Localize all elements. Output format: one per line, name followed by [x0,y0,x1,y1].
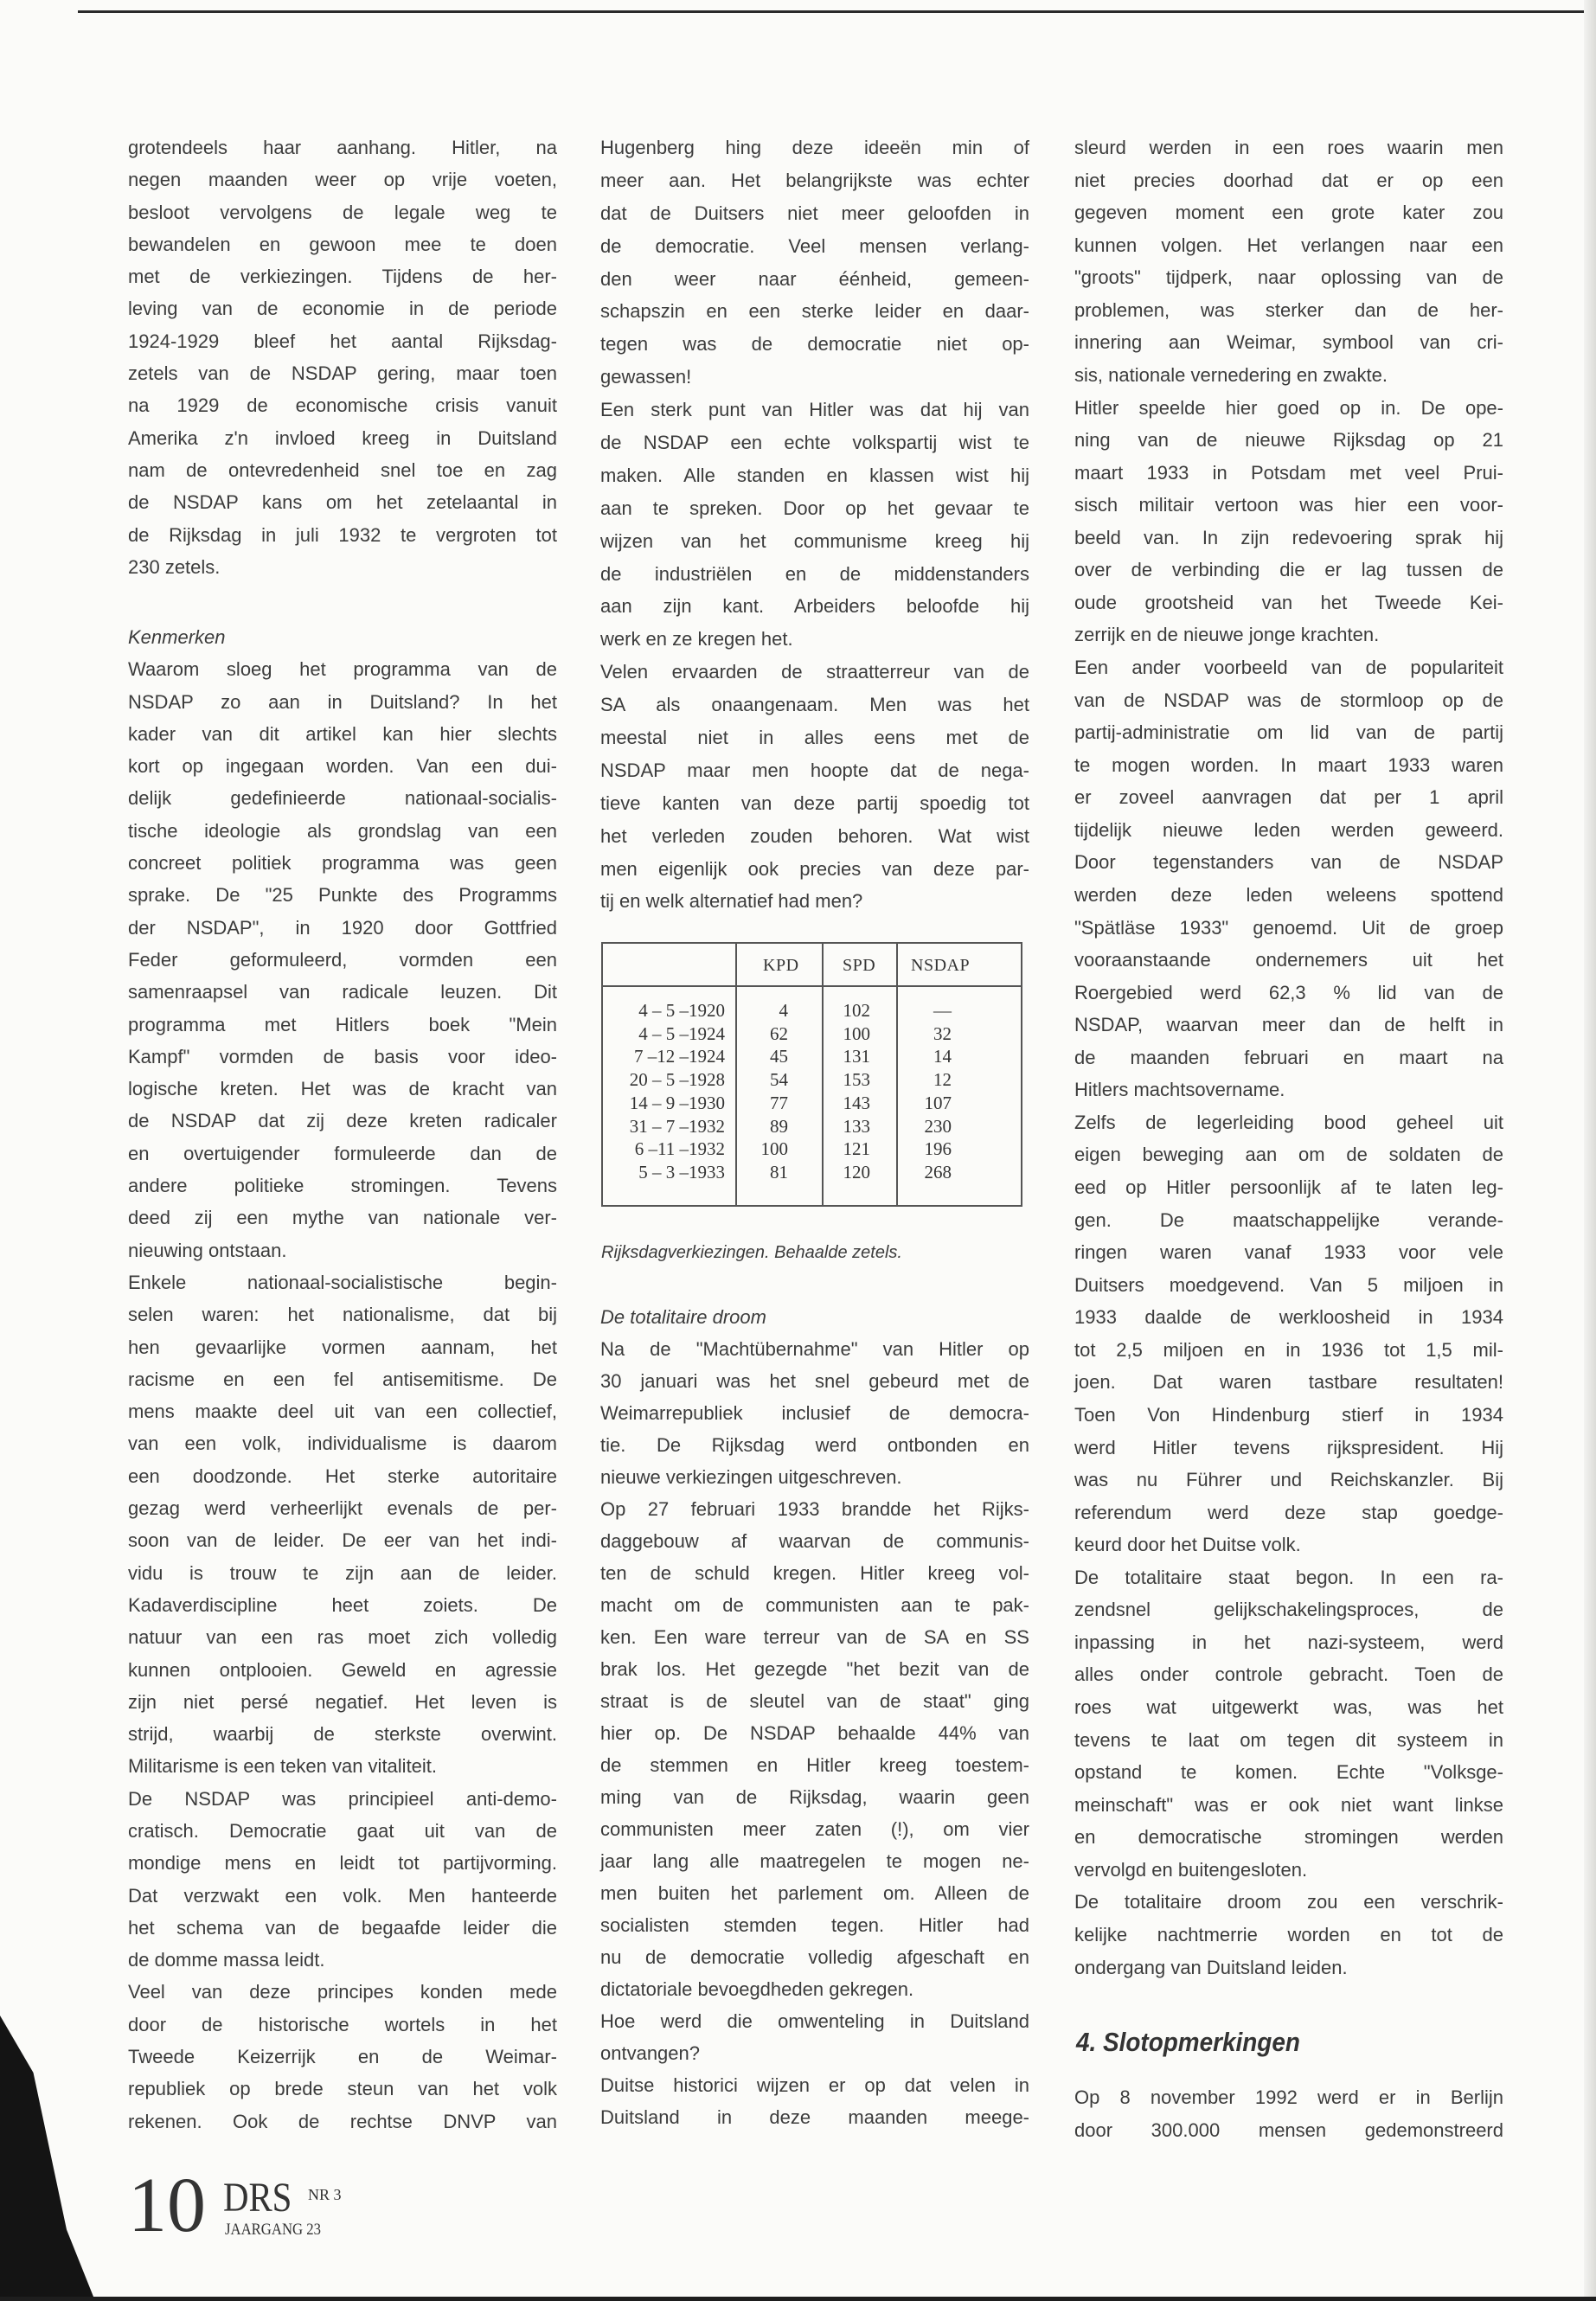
text-line: meer aan. Het belangrijkste was echter [600,169,1029,191]
election-date: 6 –11 –1932 [634,1138,725,1160]
text-line: den weer naar éénheid, gemeen- [600,267,1029,290]
paragraph [128,1266,557,1783]
text-line: wijzen van het communisme kreeg hij [600,529,1029,552]
paragraph [600,1333,1029,1493]
election-results-table [601,942,1022,1207]
text-line: negen maanden weer op vrije voeten, [128,169,557,191]
text-line: men eigenlijk ook precies van deze par- [600,857,1029,880]
text-line: tie. De Rijksdag werd ontbonden en [600,1434,1029,1456]
table-row [603,1138,1021,1161]
text-line: Hoe werd die omwenteling in Duitsland [600,2010,1029,2032]
text-line: een doodzonde. Het sterke autoritaire [128,1465,557,1487]
text-line: werk en ze kregen het. [600,628,793,651]
text-line: deed zij een mythe van nationale ver- [128,1207,557,1229]
text-line: problemen, was sterker dan de her- [1074,298,1503,321]
text-line: dictatoriale bevoegdheden gekregen. [600,1978,914,2000]
paragraph [128,131,557,583]
text-line: nieuwing ontstaan. [128,1239,287,1261]
text-line: Duitsers moedgevend. Van 5 miljoen in [1074,1273,1503,1296]
text-line: Tweede Keizerrijk en de Weimar- [128,2046,557,2068]
text-line: tij en welk alternatief had men? [600,890,863,913]
text-line: de democratie. Veel mensen verlang- [600,234,1029,257]
text-line: de stemmen en Hitler kreeg toestem- [600,1754,1029,1776]
election-date: 20 – 5 –1928 [629,1069,725,1091]
section-subheading: Kenmerken [128,626,226,648]
text-line: strijd, waarbij de sterkste overwint. [128,1723,557,1746]
section-subheading: De totalitaire droom [600,1306,766,1328]
text-line: kader van dit artikel kan hier slechts [128,722,557,745]
text-line: socialisten stemden tegen. Hitler had [600,1914,1029,1936]
text-line: het verleden zouden behoren. Wat wist [600,824,1029,847]
text-line: NSDAP, waarvan meer dan de helft in [1074,1014,1503,1036]
text-line: de maanden februari en maart na [1074,1046,1503,1068]
seat-count: 77 [770,1092,788,1113]
text-line: grotendeels haar aanhang. Hitler, na [128,137,557,158]
text-line: sprake. De "25 Punkte des Programms [128,884,557,907]
seat-count: 14 [933,1046,952,1067]
section-heading-slotopmerkingen: 4. Slotopmerkingen [1076,2027,1300,2057]
text-line: hier op. De NSDAP behaalde 44% van [600,1722,1029,1744]
text-line: keurd door het Duitse volk. [1074,1534,1301,1556]
text-line: 30 januari was het snel gebeurd met de [600,1370,1029,1392]
text-line: macht om de communisten aan te pak- [600,1594,1029,1616]
text-line: 230 zetels. [128,555,221,578]
table-row [603,1045,1021,1068]
text-line: Een ander voorbeeld van de populariteit [1074,657,1503,678]
seat-count: 32 [933,1022,952,1044]
text-line: Kadaverdiscipline heet zoiets. De [128,1593,557,1616]
seat-count: 62 [770,1022,788,1044]
text-line: Amerika z'n invloed kreeg in Duitsland [128,426,557,449]
text-line: schapszin en een sterke leider en daar- [600,300,1029,323]
text-line: programma met Hitlers boek "Mein [128,1013,557,1035]
seat-count: 12 [933,1069,952,1091]
table-row [603,1022,1021,1046]
election-date: 5 – 3 –1933 [638,1161,725,1183]
text-line: innering aan Weimar, symbool van cri- [1074,331,1503,354]
paragraph [1074,651,1503,1106]
text-line: nam de ontevredenheid snel toe en zag [128,458,557,481]
text-line: werden deze leden weleens spottend [1074,883,1503,906]
text-line: Na de "Machtübernahme" van Hitler op [600,1338,1029,1360]
text-line: over de verbinding die er lag tussen de [1074,559,1503,581]
paragraph [1074,1561,1503,1887]
text-line: maken. Alle standen en klassen wist hij [600,464,1029,486]
text-line: racisme en een fel antisemitisme. De [128,1368,557,1390]
seat-count: 268 [924,1161,952,1183]
text-line: Feder geformuleerd, vormden een [128,948,557,971]
text-line: selen waren: het nationalisme, dat bij [128,1304,557,1326]
text-line: de NSDAP kans om het zetelaantal in [128,491,557,514]
text-line: was nu Führer und Reichskanzler. Bij [1074,1469,1503,1491]
text-line: tijdelijk nieuwe leden werden geweerd. [1074,818,1503,841]
text-line: De NSDAP was principieel anti-demo- [128,1787,557,1810]
text-line: delijk gedefinieerde nationaal-socialis- [128,787,557,810]
seat-count: 121 [843,1138,870,1160]
paragraph [1074,2081,1503,2147]
text-line: zerrijk en de nieuwe jonge krachten. [1074,624,1380,646]
issue-number: NR 3 [308,2186,342,2203]
table-header-nsdap: NSDAP [911,956,971,975]
text-line: alles onder controle gebracht. Toen de [1074,1663,1503,1686]
text-line: Op 8 november 1992 werd er in Berlijn [1074,2086,1503,2108]
text-line: inpassing in het nazi-systeem, werd [1074,1631,1503,1653]
text-line: roes wat uitgewerkt was, was het [1074,1696,1503,1718]
text-line: soon van de leider. De eer van het indi- [128,1529,557,1552]
text-line: werd Hitler tevens rijkspresident. Hij [1074,1436,1503,1458]
text-line: straat is de sleutel van de staat" ging [600,1690,1029,1712]
text-line: beeld van. In zijn redevoering sprak hij [1074,526,1503,548]
paragraph [600,1493,1029,2005]
text-line: de NSDAP dat zij deze kreten radicaler [128,1110,557,1132]
scan-corner-shadow [0,2016,95,2301]
text-line: dat de Duitsers niet meer geloofden in [600,202,1029,224]
seat-count: 133 [843,1115,870,1137]
text-line: ken. Een ware terreur van de SA en SS [600,1626,1029,1648]
paragraph [1074,392,1503,652]
text-line: maart 1933 in Potsdam met veel Prui- [1074,461,1503,484]
paragraph [128,653,557,1266]
text-line: kort op ingegaan worden. Van een dui- [128,755,557,778]
seat-count: 54 [770,1069,788,1091]
column-2-section-totalitaire-droom [600,1301,1029,2133]
text-line: vooraanstaande ondernemers uit het [1074,949,1503,971]
seat-count: 102 [843,1000,870,1021]
text-line: De totalitaire staat begon. In een ra- [1074,1566,1503,1588]
seat-count: 153 [843,1069,870,1091]
text-line: meinschaft" was er ook niet want linkse [1074,1793,1503,1816]
text-line: Duitse historici wijzen er op dat velen in [600,2074,1029,2096]
table-header-kpd: KPD [763,956,799,975]
column-3-slotopmerkingen-text [1074,2081,1503,2147]
text-line: Hitlers machtsovername. [1074,1079,1285,1101]
paragraph [600,131,1029,394]
election-date: 7 –12 –1924 [634,1046,725,1067]
text-line: Toen Von Hindenburg stierf in 1934 [1074,1403,1503,1426]
seat-count: 45 [770,1046,788,1067]
table-header-spd: SPD [843,956,876,975]
text-line: nieuwe verkiezingen uitgeschreven. [600,1466,902,1488]
text-line: logische kreten. Het was de kracht van [128,1078,557,1100]
text-line: zijn niet persé negatief. Het leven is [128,1690,557,1713]
text-line: andere politieke stromingen. Tevens [128,1175,557,1197]
column-2-text [600,131,1029,918]
text-line: van een volk, individualisme is daarom [128,1433,557,1455]
scan-edge-bottom [0,2297,1596,2301]
text-line: gezag werd verheerlijkt evenals de per- [128,1497,557,1520]
table-row [603,1161,1021,1184]
table-row [603,1115,1021,1138]
text-line: Kampf" vormden de basis voor ideo- [128,1045,557,1067]
text-line: mens maakte deel uit van een collectief, [128,1400,557,1423]
text-line: zetels van de NSDAP gering, maar toen [128,362,557,385]
text-line: bewandelen en gewoon mee te doen [128,233,557,255]
paragraph [1074,1106,1503,1561]
text-line: ondergang van Duitsland leiden. [1074,1956,1348,1978]
table-caption: Rijksdagverkiezingen. Behaalde zetels. [601,1243,902,1262]
text-line: SA als onaangenaam. Men was het [600,694,1029,716]
text-line: rekenen. Ook de rechtse DNVP van [128,2110,557,2132]
text-line: natuur van een ras moet zich volledig [128,1626,557,1649]
text-line: joen. Dat waren tastbare resultaten! [1074,1371,1503,1394]
seat-count: 89 [770,1115,788,1137]
page-number: 10 [128,2163,206,2248]
seat-count: 143 [843,1092,870,1113]
text-line: gegeven moment een grote kater zou [1074,202,1503,224]
text-line: Veel van deze principes konden mede [128,1981,557,2003]
magazine-name: DRS [223,2175,292,2221]
text-line: Roergebied werd 62,3 % lid van de [1074,981,1503,1003]
text-line: zendsnel gelijkschakelingsproces, de [1074,1599,1503,1621]
text-line: sis, nationale vernedering en zwakte. [1074,363,1388,386]
text-line: Een sterk punt van Hitler was dat hij van [600,399,1029,421]
column-1-section-kenmerken [128,621,557,2138]
text-line: concreet politiek programma was geen [128,852,557,875]
election-date: 4 – 5 –1924 [638,1022,725,1044]
seat-count: 230 [924,1115,952,1137]
text-line: der NSDAP", in 1920 door Gottfried [128,916,557,939]
text-line: en overtuigender formuleerde dan de [128,1142,557,1164]
scan-edge-top [78,10,1596,13]
paragraph [128,1976,557,2137]
text-line: Dat verzwakt een volk. Men hanteerde [128,1884,557,1907]
text-line: ning van de nieuwe Rijksdag op 21 [1074,429,1503,452]
text-line: met de verkiezingen. Tijdens de her- [128,266,557,288]
text-line: Waarom sloeg het programma van de [128,658,557,681]
text-line: Hugenberg hing deze ideeën min of [600,137,1029,158]
table-header-rule [603,985,1021,987]
text-line: aan te spreken. Door op het gevaar te [600,497,1029,519]
text-line: opstand te komen. Echte "Volksge- [1074,1761,1503,1784]
text-line: tot 2,5 miljoen en in 1936 tot 1,5 mil- [1074,1338,1503,1361]
text-line: NSDAP maar men hoopte dat de nega- [600,759,1029,781]
text-line: daggebouw af waarvan de communis- [600,1530,1029,1552]
text-line: gewassen! [600,366,692,388]
text-line: cratisch. Democratie gaat uit van de [128,1819,557,1842]
text-line: referendum werd deze stap goedge- [1074,1501,1503,1523]
text-line: van de NSDAP was de stormloop op de [1074,689,1503,711]
column-1-text [128,131,557,583]
text-line: Hitler speelde hier goed op in. De ope- [1074,396,1503,419]
table-row [603,1092,1021,1115]
text-line: besloot vervolgens de legale weg te [128,201,557,223]
seat-count: 107 [924,1092,952,1113]
paragraph [600,394,1029,656]
text-line: meestal niet in alles eens met de [600,727,1029,749]
text-line: Op 27 februari 1933 brandde het Rijks- [600,1498,1029,1520]
table-row [603,999,1021,1022]
text-line: jaar lang alle maatregelen te mogen ne- [600,1850,1029,1872]
text-line: door 300.000 mensen gedemonstreerd [1074,2119,1503,2141]
text-line: NSDAP zo aan in Duitsland? In het [128,690,557,713]
text-line: 1933 daalde de werkloosheid in 1934 [1074,1306,1503,1329]
text-line: kunnen ontplooien. Geweld en agressie [128,1658,557,1681]
text-line: eed op Hitler persoonlijk af te laten leg- [1074,1176,1503,1198]
text-line: de industriëlen en de middenstanders [600,562,1029,585]
text-line: tevens te laat om tegen dit systeem in [1074,1728,1503,1751]
text-line: mondige mens en leidt tot partijvorming. [128,1852,557,1875]
seat-count: 4 [779,1000,788,1021]
text-line: De totalitaire droom zou een verschrik- [1074,1891,1503,1913]
paragraph [600,2069,1029,2133]
text-line: leving van de economie in de periode [128,298,557,320]
text-line: tische ideologie als grondslag van een [128,819,557,842]
text-line: tegen was de democratie niet op- [600,333,1029,356]
text-line: hen gevaarlijke vormen aannam, het [128,1336,557,1358]
volume-label: JAARGANG 23 [225,2221,322,2239]
text-line: men buiten het parlement om. Alleen de [600,1882,1029,1904]
text-line: Militarisme is een teken van vitaliteit. [128,1755,438,1778]
text-line: er zoveel aanvragen dat per 1 april [1074,786,1503,809]
text-line: het schema van de begaafde leider die [128,1916,557,1939]
table-row [603,1068,1021,1092]
seat-count: 131 [843,1046,870,1067]
text-line: door de historische wortels in het [128,2013,557,2035]
election-date: 31 – 7 –1932 [629,1115,725,1137]
text-line: eigen beweging aan om de soldaten de [1074,1144,1503,1166]
text-line: "groots" tijdperk, naar oplossing van de [1074,266,1503,289]
scan-edge-right [1584,0,1596,2301]
text-line: Zelfs de legerleiding bood geheel uit [1074,1111,1503,1133]
text-line: aan zijn kant. Arbeiders beloofde hij [600,595,1029,618]
paragraph [128,1783,557,1977]
text-line: 1924-1929 bleef het aantal Rijksdag- [128,330,557,352]
paragraph [1074,131,1503,392]
text-line: gen. De maatschappelijke verande- [1074,1208,1503,1231]
text-line: de domme massa leidt. [128,1949,325,1971]
paragraph [600,656,1029,918]
paragraph [600,2005,1029,2069]
text-line: "Spätläse 1933" genoemd. Uit de groep [1074,916,1503,939]
text-line: sisch militair vertoon was hier een voor- [1074,494,1503,516]
text-line: na 1929 de economische crisis vanuit [128,394,557,417]
text-line: de Rijksdag in juli 1932 te vergroten tot [128,523,557,546]
text-line: ming van de Rijksdag, waarin geen [600,1786,1029,1808]
text-line: kelijke nachtmerrie worden en tot de [1074,1923,1503,1945]
text-line: ringen waren vanaf 1933 voor vele [1074,1241,1503,1264]
text-line: te mogen worden. In maart 1933 waren [1074,753,1503,776]
text-line: tieve kanten van deze partij spoedig tot [600,792,1029,814]
text-line: nu de democratie volledig afgeschaft en [600,1946,1029,1968]
seat-count: 196 [924,1138,952,1160]
text-line: ontvangen? [600,2042,700,2064]
election-date: 14 – 9 –1930 [629,1092,725,1113]
text-line: vervolgd en buitengesloten. [1074,1858,1308,1881]
text-line: Duitsland in deze maanden meege- [600,2106,1029,2128]
text-line: Weimarrepubliek inclusief de democra- [600,1402,1029,1424]
seat-count: 120 [843,1161,870,1183]
text-line: vidu is trouw te zijn aan de leider. [128,1561,557,1584]
paragraph [1074,1886,1503,1984]
text-line: Enkele nationaal-socialistische begin- [128,1271,557,1293]
text-line: Velen ervaarden de straatterreur van de [600,661,1029,683]
text-line: niet precies doorhad dat er op een [1074,169,1503,191]
text-line: samenraapsel van radicale leuzen. Dit [128,981,557,1003]
text-line: communisten meer zaten (!), om vier [600,1818,1029,1840]
text-line: en democratische stromingen werden [1074,1826,1503,1849]
seat-count: 100 [843,1022,870,1044]
text-line: sleurd werden in een roes waarin men [1074,137,1503,158]
text-line: brak los. Het gezegde "het bezit van de [600,1658,1029,1680]
seat-count: 100 [760,1138,788,1160]
text-line: ten de schuld kregen. Hitler kreeg vol- [600,1562,1029,1584]
text-line: de NSDAP een echte volkspartij wist te [600,432,1029,454]
text-line: Door tegenstanders van de NSDAP [1074,851,1503,874]
text-line: kunnen volgen. Het verlangen naar een [1074,234,1503,256]
text-line: oude grootsheid van het Tweede Kei- [1074,591,1503,613]
election-date: 4 – 5 –1920 [638,1000,725,1021]
text-line: partij-administratie om lid van de partij [1074,721,1503,744]
seat-count: — [933,1000,952,1021]
text-line: republiek op brede steun van het volk [128,2078,557,2100]
column-3-text [1074,131,1503,1984]
seat-count: 81 [770,1161,788,1183]
